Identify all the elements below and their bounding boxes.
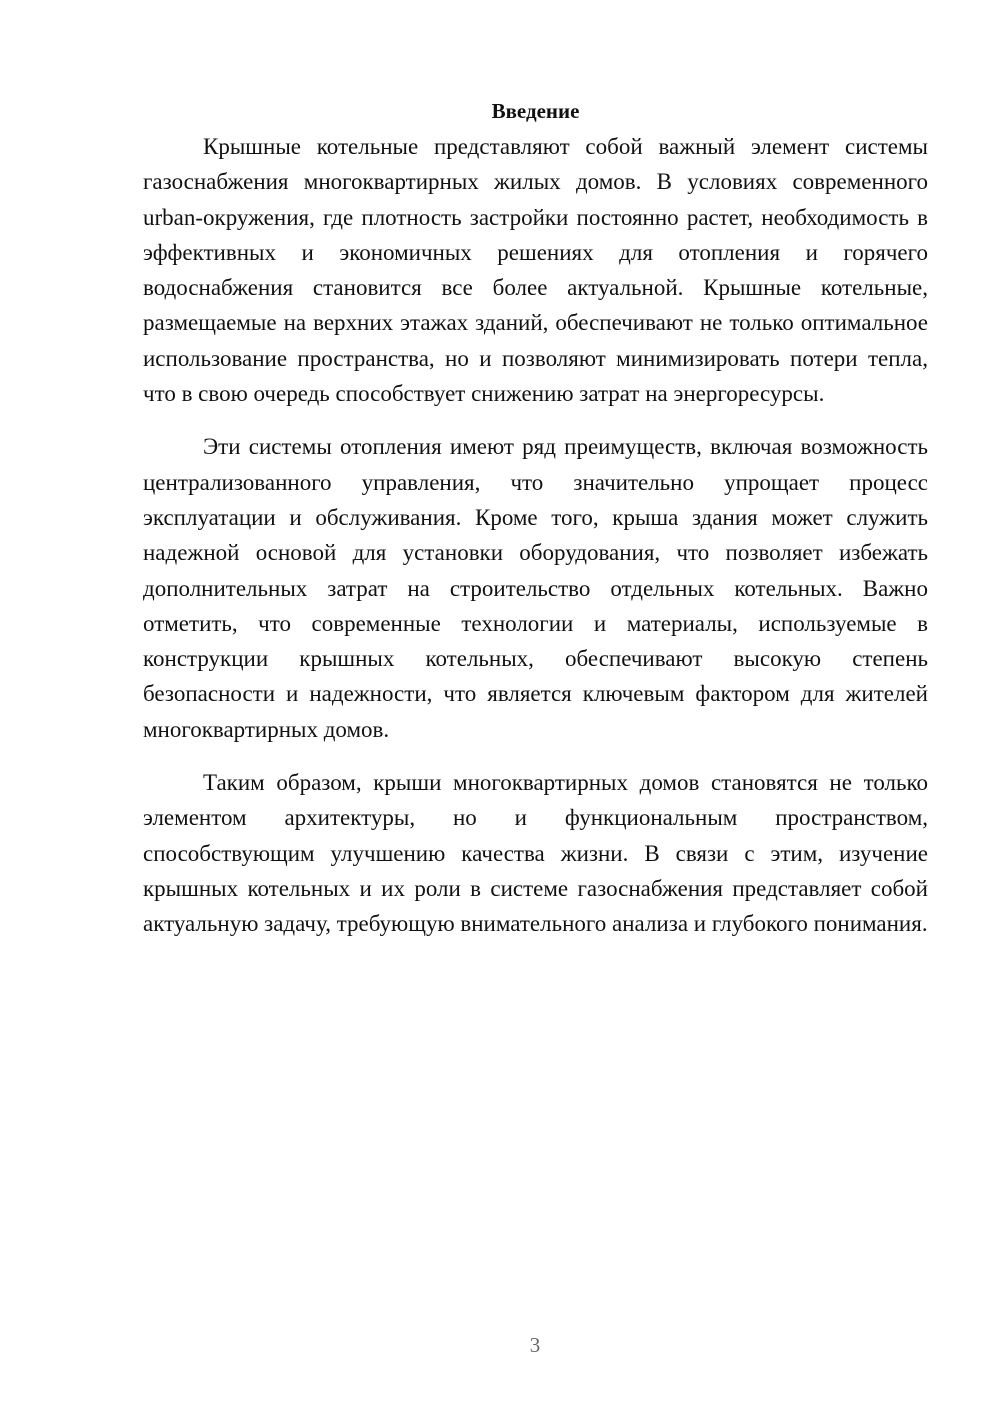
section-heading: Введение	[491, 99, 580, 123]
paragraph-2: Эти системы отопления имеют ряд преимуществ, включая возможность централизованного управления, что значительно упрощает процесс эксплуатации и обслуживания. Кроме того, крыша здания может служить надежной основой для установки оборудования, что позволяет избежать дополнительных затрат на строительство отдельных котельных. Важно отметить, что современные технологии и материалы, используемые в конструкции крышных котельных, обеспечивают высокую степень безопасности и надежности, что является ключевым фактором для жителей многоквартирных домов.	[143, 434, 928, 742]
page-number: 3	[529, 1333, 541, 1357]
page-content	[143, 94, 928, 942]
paragraph-3: Таким образом, крыши многоквартирных домов становятся не только элементом архитектуры, но и функциональным пространством, способствующим улучшению качества жизни. В связи с этим, изучение крышных котельных и их роли в системе газоснабжения представляет собой актуальную задачу, требующую внимательного анализа и глубокого понимания.	[143, 770, 928, 937]
paragraph-1: Крышные котельные представляют собой важный элемент системы газоснабжения многоквартирных жилых домов. В условиях современного urban-окружения, где плотность застройки постоянно растет, необходимость в эффективных и экономичных решениях для отопления и горячего водоснабжения становится все более актуальной. Крышные котельные, размещаемые на верхних этажах зданий, обеспечивают не только оптимальное использование пространства, но и позволяют минимизировать потери тепла, что в свою очередь способствует снижению затрат на энергоресурсы.	[143, 134, 928, 407]
